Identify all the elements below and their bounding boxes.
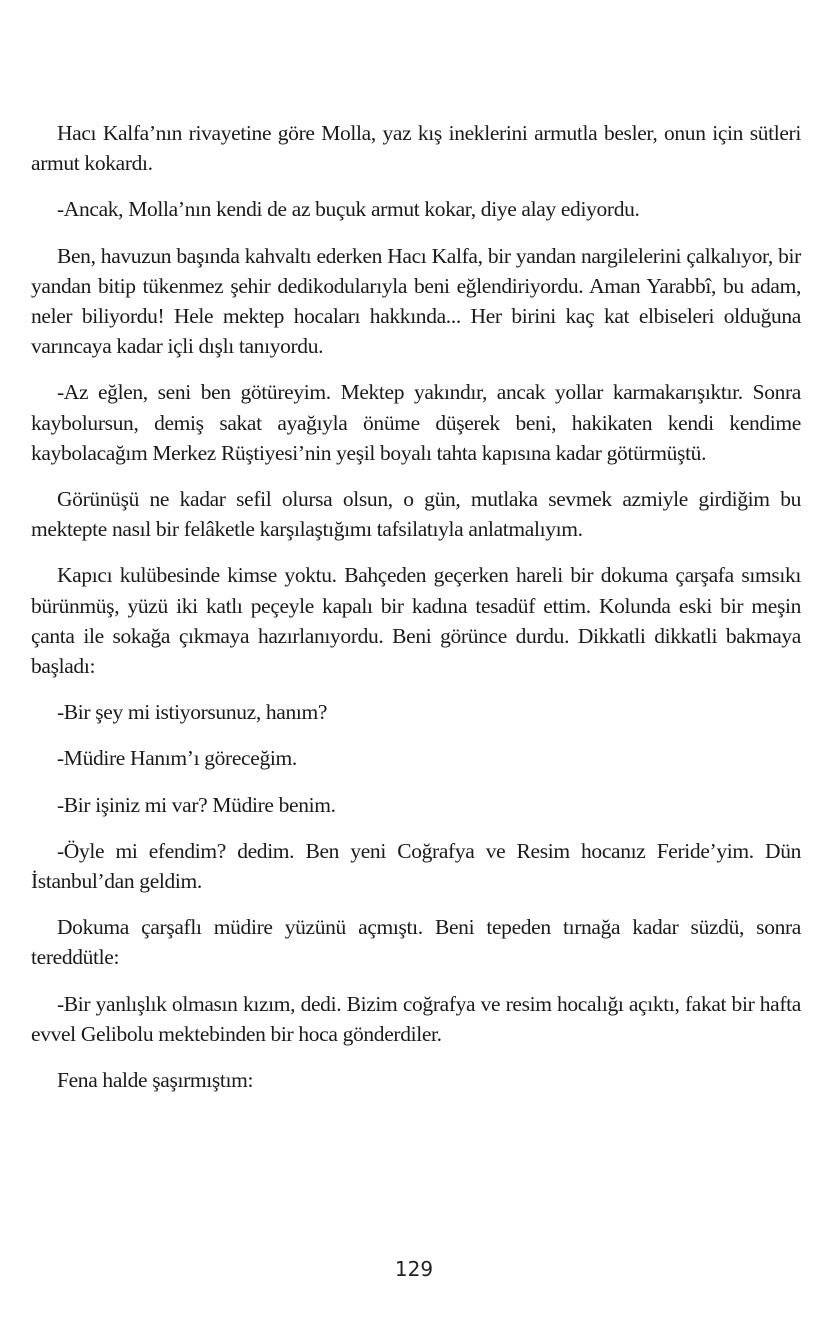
paragraph-8: -Müdire Hanım’ı göreceğim. [57,746,297,771]
paragraph-2: -Ancak, Molla’nın kendi de az buçuk armut kokar, diye alay ediyordu. [57,197,640,222]
paragraph-6: Kapıcı kulübesinde kimse yoktu. Bahçeden geçerken hareli bir dokuma çarşafa sımsıkı bürünmüş, yüzü iki katlı peçeyle kapalı bir kadına tesadüf ettim. Kolunda eski bir meşin çanta ile sokağa çıkmaya hazırlanıyordu. Beni görünce durdu. Dikkatli dikkatli bakmaya başladı: [31,563,801,679]
page-body [31,118,801,1111]
paragraph-1: Hacı Kalfa’nın rivayetine göre Molla, yaz kış ineklerini armutla besler, onun için sütleri armut kokardı. [31,121,801,176]
paragraph-3: Ben, havuzun başında kahvaltı ederken Hacı Kalfa, bir yandan nargilelerini çalkalıyor, bir yandan bitip tükenmez şehir dedikodularıyla beni eğlendiriyordu. Aman Yarabbî, bu adam, neler biliyordu! Hele mektep hocaları hakkında... Her birini kaç kat elbiseleri olduğuna varıncaya kadar içli dışlı tanıyordu. [31,243,801,359]
page-number: 129 [394,1257,434,1281]
paragraph-11: Dokuma çarşaflı müdire yüzünü açmıştı. Beni tepeden tırnağa kadar süzdü, sonra tereddütle: [31,915,801,970]
paragraph-5: Görünüşü ne kadar sefil olursa olsun, o gün, mutlaka sevmek azmiyle girdiğim bu mektepte nasıl bir felâketle karşılaştığımı tafsilatıyla anlatmalıyım. [31,487,801,542]
paragraph-9: -Bir işiniz mi var? Müdire benim. [57,792,336,817]
paragraph-7: -Bir şey mi istiyorsunuz, hanım? [57,700,328,725]
paragraph-13: Fena halde şaşırmıştım: [57,1068,254,1093]
paragraph-12: -Bir yanlışlık olmasın kızım, dedi. Bizim coğrafya ve resim hocalığı açıktı, fakat bir hafta evvel Gelibolu mektebinden bir hoca gönderdiler. [31,991,801,1046]
paragraph-10: -Öyle mi efendim? dedim. Ben yeni Coğrafya ve Resim hocanız Feride’yim. Dün İstanbul’dan geldim. [31,838,801,894]
paragraph-4: -Az eğlen, seni ben götüreyim. Mektep yakındır, ancak yollar karmakarışıktır. Sonra kaybolursun, demiş sakat ayağıyla önüme düşerek beni, hakikaten kendi kendime kaybolacağım Merkez Rüştiyesi’nin yeşil boyalı tahta kapısına kadar götürmüştü. [31,380,801,465]
